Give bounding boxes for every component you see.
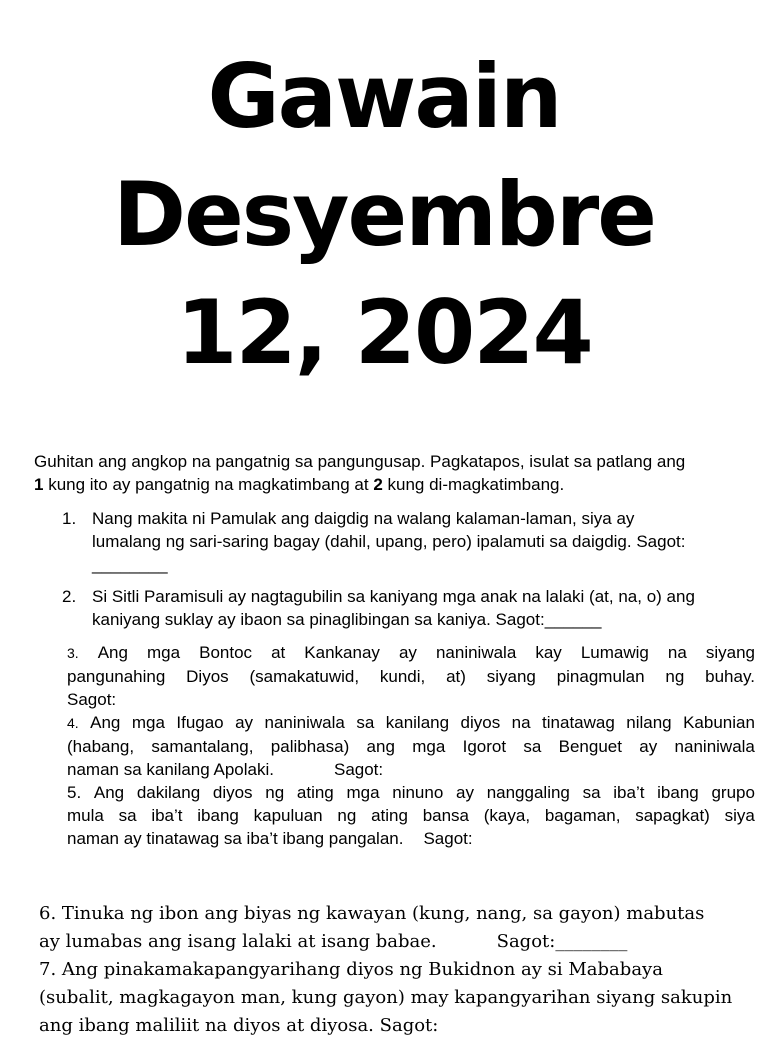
item-5-line-2	[67, 804, 755, 827]
word: iba’t	[151, 806, 183, 825]
word: sapagkat)	[635, 806, 710, 825]
word: bagaman,	[544, 806, 621, 825]
word: sa	[356, 713, 375, 732]
word: pinagmulan	[556, 667, 645, 686]
list-item-1	[60, 507, 768, 576]
word: Ifugao	[176, 713, 224, 732]
item-4-text: naman sa kanilang Apolaki.	[67, 760, 274, 779]
instructions-line-1: Guhitan ang angkop na pangatnig sa pangungusap. Pagkatapos, isulat sa patlang ang	[34, 452, 686, 471]
title-line-3: 12, 2024	[176, 281, 592, 384]
word: mga	[131, 713, 165, 732]
word: ng	[665, 667, 685, 686]
page-title	[0, 38, 768, 392]
word: (kaya,	[483, 806, 531, 825]
word: diyos	[212, 783, 253, 802]
word: Diyos	[186, 667, 229, 686]
instructions-end: kung di-magkatimbang.	[382, 475, 565, 494]
list-item-2	[60, 585, 768, 631]
list-item-line: Si Sitli Paramisuli ay nagtagubilin sa kaniyang mga anak na lalaki (at, na, o) ang	[92, 587, 695, 606]
numbered-list	[60, 507, 768, 640]
word: kay	[535, 643, 562, 662]
word: mga	[147, 643, 181, 662]
word: nanggaling	[486, 783, 570, 802]
word: ay	[456, 783, 474, 802]
item-7-line-1: 7. Ang pinakamakapangyarihang diyos ng Bukidnon ay si Mababaya	[39, 959, 663, 980]
word: siya	[724, 806, 755, 825]
word: ating	[296, 783, 334, 802]
item-6-text: ay lumabas ang isang lalaki at isang babae.	[39, 931, 437, 952]
word: siyang	[486, 667, 536, 686]
word: naniniwala	[264, 713, 345, 732]
item-4-line-2	[67, 735, 755, 758]
word: sa	[118, 806, 137, 825]
word: bansa	[422, 806, 470, 825]
word: kanilang	[385, 713, 450, 732]
instructions-bold-2: 2	[373, 475, 383, 494]
title-line-2: Desyembre	[113, 163, 655, 266]
word: palibhasa)	[270, 737, 350, 756]
word: iba’t	[613, 783, 645, 802]
word: Kankanay	[304, 643, 380, 662]
item-6-answer[interactable]: Sagot:________	[496, 931, 628, 952]
word: grupo	[711, 783, 755, 802]
word: buhay.	[705, 667, 755, 686]
item-7-line-2: (subalit, magkagayon man, kung gayon) may kapangyarihan siyang sakupin	[39, 987, 733, 1008]
list-item-number: 1.	[62, 509, 77, 528]
item-5-line-1	[67, 781, 755, 804]
word: ibang	[657, 783, 699, 802]
instructions-line-2	[34, 473, 768, 496]
word: diyos	[460, 713, 501, 732]
instructions-mid: kung ito ay pangatnig na magkatimbang at	[43, 475, 374, 494]
word: nilang	[626, 713, 672, 732]
word: ng	[265, 783, 285, 802]
item-5-line-3	[67, 827, 755, 850]
item-3-line-3	[67, 688, 755, 711]
word: dakilang	[136, 783, 201, 802]
item-5-text: naman ay tinatawag sa iba’t ibang pangalan.	[67, 829, 404, 848]
word: ninuno	[392, 783, 444, 802]
word: ating	[371, 806, 408, 825]
word: at	[271, 643, 286, 662]
word: ibang	[197, 806, 239, 825]
word: naniniwala	[435, 643, 517, 662]
word: naniniwala	[674, 737, 755, 756]
word: at)	[446, 667, 466, 686]
item-5-answer: Sagot:	[423, 829, 473, 848]
word: ay	[235, 713, 254, 732]
word: Lumawig	[580, 643, 649, 662]
word: pangunahing	[67, 667, 166, 686]
word: sa	[523, 737, 542, 756]
answer-blank[interactable]: ________	[92, 555, 168, 574]
list-item-line: Nang makita ni Pamulak ang daigdig na walang kalaman-laman, siya ay	[92, 509, 635, 528]
item-4-line-1	[67, 711, 755, 735]
question-block	[67, 641, 755, 850]
word: samantalang,	[151, 737, 254, 756]
word: Bontoc	[199, 643, 253, 662]
item-3-line-2	[67, 665, 755, 688]
word: Igorot	[462, 737, 507, 756]
list-item-line: kaniyang suklay ay ibaon sa pinaglibingan sa kaniya. Sagot:______	[92, 610, 602, 629]
item-4-line-3	[67, 758, 755, 781]
word: Ang	[90, 713, 121, 732]
item-4-number: 4.	[67, 715, 79, 731]
serif-questions	[39, 900, 768, 1040]
word: Ang	[97, 643, 128, 662]
list-item-line: lumalang ng sari-saring bagay (dahil, upang, pero) ipalamuti sa daigdig. Sagot:	[92, 532, 686, 551]
word: (habang,	[67, 737, 135, 756]
word: na	[667, 643, 687, 662]
word: siyang	[705, 643, 755, 662]
instructions-bold-1: 1	[34, 475, 44, 494]
word: kundi,	[379, 667, 426, 686]
title-line-1: Gawain	[207, 45, 561, 148]
word: Kabunian	[683, 713, 755, 732]
word: ang	[366, 737, 395, 756]
word: kapuluan	[253, 806, 323, 825]
word: (samakatuwid,	[249, 667, 360, 686]
item-3-answer: Sagot:	[67, 690, 117, 709]
word: ng	[337, 806, 357, 825]
item-4-answer: Sagot:	[333, 760, 384, 779]
word: Ang	[93, 783, 125, 802]
word: sa	[582, 783, 601, 802]
word: Benguet	[558, 737, 622, 756]
word: tinatawag	[542, 713, 615, 732]
word: ay	[398, 643, 417, 662]
word: na	[511, 713, 531, 732]
list-item-number: 2.	[62, 587, 77, 606]
item-3-number: 3.	[67, 645, 79, 661]
item-6-line-1: 6. Tinuka ng ibon ang biyas ng kawayan (kung, nang, sa gayon) mabutas	[39, 903, 705, 924]
word: mga	[346, 783, 380, 802]
item-3-line-1	[67, 641, 755, 665]
word: ay	[639, 737, 658, 756]
word: mula	[67, 806, 104, 825]
item-6-line-2	[39, 928, 768, 956]
instructions	[34, 450, 768, 496]
item-7-line-3: ang ibang maliliit na diyos at diyosa. Sagot:	[39, 1015, 439, 1036]
item-5-number: 5.	[67, 783, 82, 802]
word: mga	[412, 737, 446, 756]
